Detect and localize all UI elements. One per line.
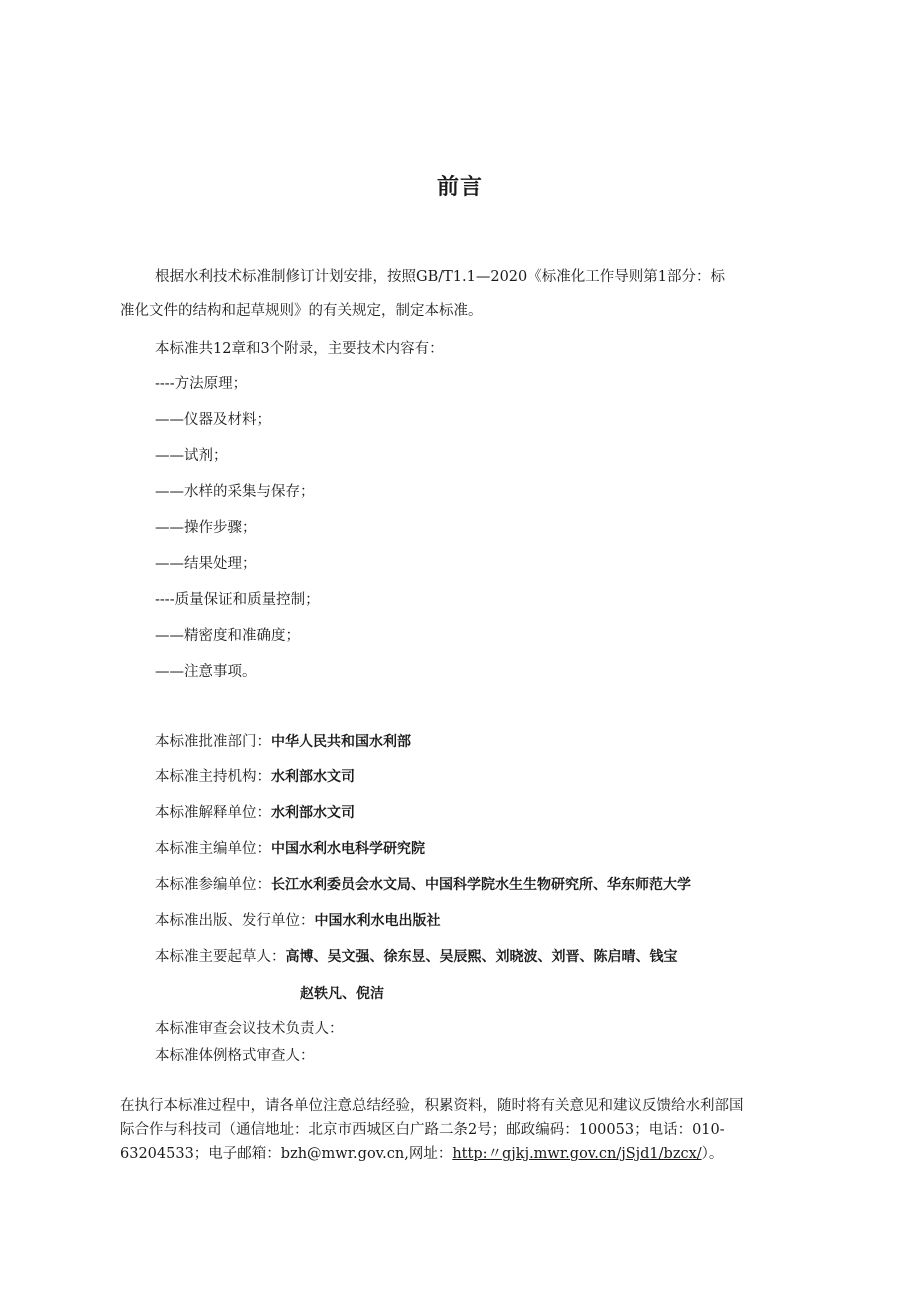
footer-line-3	[120, 1144, 723, 1164]
website-link[interactable]: http:〃gjkj.mwr.gov.cn/jSjd1/bzcx/	[452, 1146, 702, 1162]
info-label: 本标准主持机构：	[155, 769, 271, 785]
info-row-participants	[155, 875, 691, 895]
content-item: ——水样的采集与保存；	[155, 484, 315, 500]
info-value: 中华人民共和国水利部	[271, 734, 411, 750]
info-row-drafters	[155, 947, 678, 967]
info-row-chief-editor	[155, 839, 425, 859]
intro-line-2: 准化文件的结构和起草规则》的有关规定，制定本标准。	[120, 303, 483, 319]
review-format-reviewer: 本标准体例格式审查人：	[155, 1048, 315, 1064]
footer-closing: ）。	[701, 1146, 724, 1162]
info-value: 高博、吴文强、徐东昱、吴辰熙、刘晓波、刘晋、陈启晴、钱宝	[285, 949, 678, 965]
info-row-interpret	[155, 803, 355, 823]
info-label: 本标准批准部门：	[155, 734, 271, 750]
info-label: 本标准解释单位：	[155, 805, 271, 821]
review-tech-lead: 本标准审查会议技术负责人：	[155, 1021, 344, 1037]
content-item: ——仪器及材料；	[155, 412, 271, 428]
info-value: 水利部水文司	[271, 769, 355, 785]
footer-line-2: 际合作与科技司（通信地址：北京市西城区白广路二条2号；邮政编码：100053；电话：010-	[120, 1122, 725, 1138]
info-label: 本标准主要起草人：	[155, 949, 286, 965]
info-value: 长江水利委员会水文局、中国科学院水生生物研究所、华东师范大学	[271, 877, 691, 893]
page-title: 前言	[436, 175, 483, 200]
drafters-continued: 赵轶凡、倪洁	[300, 986, 384, 1002]
footer-line-1: 在执行本标准过程中，请各单位注意总结经验，积累资料，随时将有关意见和建议反馈给水利部国	[120, 1098, 744, 1114]
info-label: 本标准出版、发行单位：	[155, 913, 315, 929]
info-row-host	[155, 767, 355, 787]
intro-line-3: 本标准共12章和3个附录，主要技术内容有：	[155, 341, 444, 357]
footer-contact: 63204533；电子邮箱：bzh@mwr.gov.cn,网址：	[120, 1146, 453, 1162]
content-item: ——结果处理；	[155, 556, 257, 572]
content-item: ----方法原理；	[155, 376, 248, 392]
info-value: 水利部水文司	[271, 805, 355, 821]
content-item: ——注意事项。	[155, 664, 257, 680]
info-row-publisher	[155, 911, 441, 931]
content-item: ----质量保证和质量控制；	[155, 592, 320, 608]
content-item: ——试剂；	[155, 448, 228, 464]
info-value: 中国水利水电出版社	[314, 913, 441, 929]
info-value: 中国水利水电科学研究院	[271, 841, 425, 857]
info-row-approval	[155, 732, 411, 752]
content-item: ——操作步骤；	[155, 520, 257, 536]
info-label: 本标准主编单位：	[155, 841, 271, 857]
intro-line-1: 根据水利技术标准制修订计划安排，按照GB/T1.1—2020《标准化工作导则第1部分：标	[155, 269, 725, 285]
info-label: 本标准参编单位：	[155, 877, 271, 893]
content-item: ——精密度和准确度；	[155, 628, 300, 644]
